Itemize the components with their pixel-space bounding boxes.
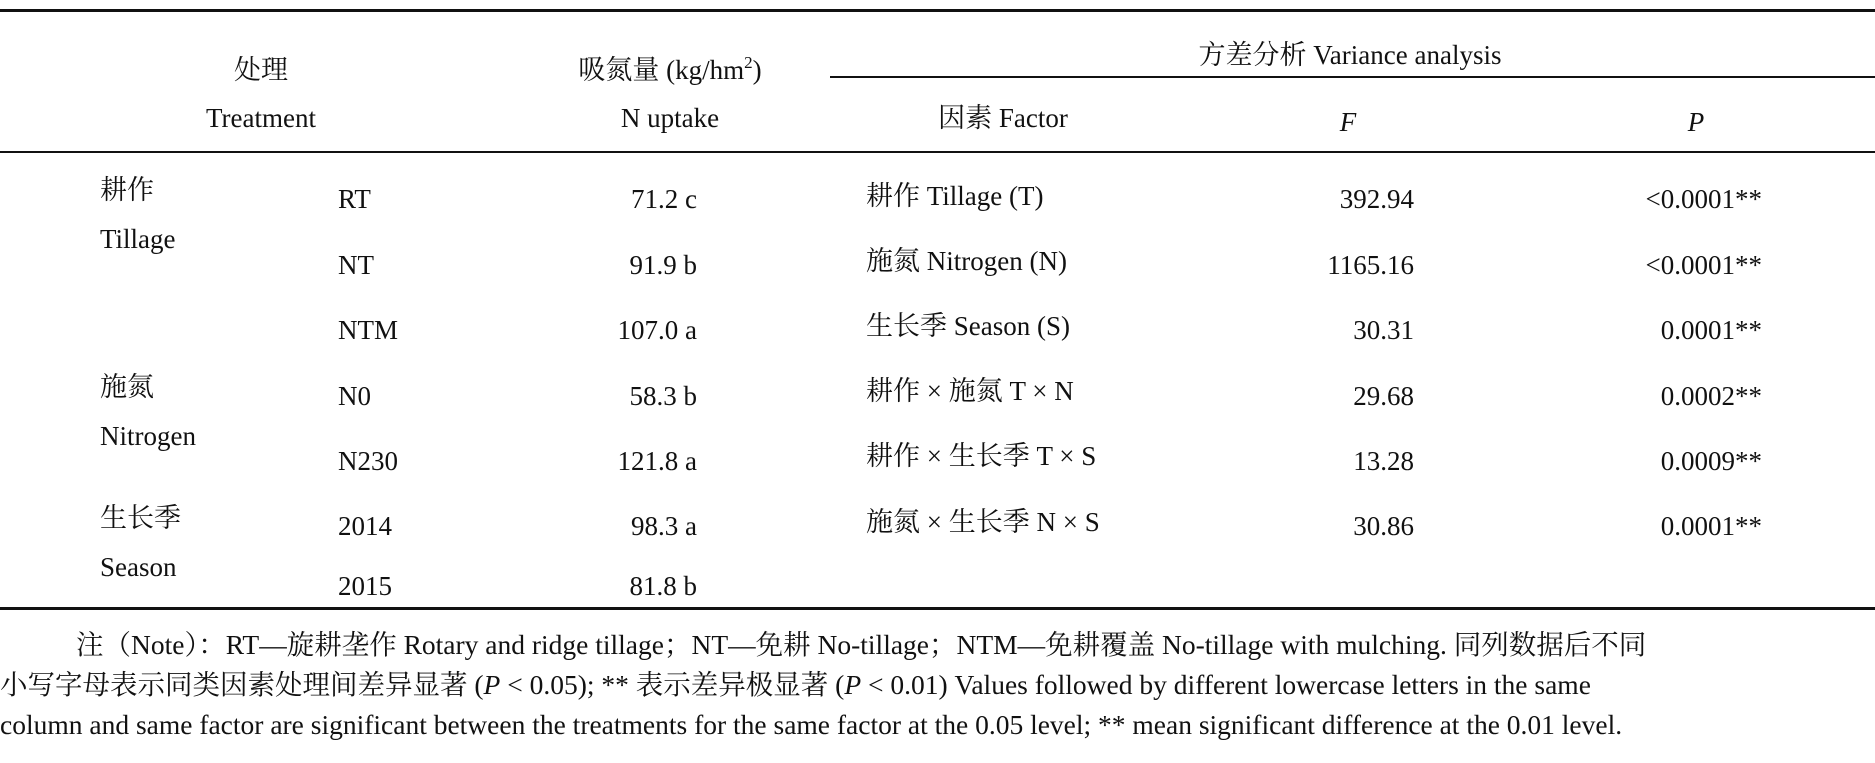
row-uptake: 121.8 a (617, 446, 697, 476)
row-level: RT (338, 184, 371, 214)
uptake-unit-sup: 2 (744, 53, 753, 72)
top-rule (0, 9, 1875, 12)
note-text: 小写字母表示同类因素处理间差异显著 ( (0, 669, 484, 700)
header-factor: 因素 Factor (938, 103, 1068, 133)
row-p: <0.0001** (1645, 184, 1762, 214)
row-f: 392.94 (1339, 184, 1414, 214)
header-uptake-en: N uptake (620, 103, 720, 133)
row-level: NTM (338, 315, 398, 345)
row-level: 2015 (338, 571, 392, 601)
table-note (0, 625, 1875, 745)
note-p-symbol: P (844, 669, 862, 700)
p-label: P (1687, 107, 1705, 137)
header-treatment-zh: 处理 (234, 55, 288, 85)
row-p: 0.0001** (1660, 511, 1762, 541)
row-p: 0.0001** (1660, 315, 1762, 345)
row-p: <0.0001** (1645, 250, 1762, 280)
row-factor: 耕作 Tillage (T) (866, 181, 1044, 211)
anova-underline (830, 76, 1875, 78)
row-factor: 耕作 × 施氮 T × N (866, 376, 1074, 406)
group-season-en: Season (100, 552, 177, 582)
note-line-2 (0, 665, 1875, 705)
uptake-unit-text: 吸氮量 (kg/hm (578, 55, 745, 85)
row-f: 30.86 (1353, 511, 1414, 541)
row-f: 29.68 (1353, 381, 1414, 411)
note-text: < 0.05); ** 表示差异极显著 ( (500, 669, 845, 700)
header-treatment-en: Treatment (206, 103, 316, 133)
header-f (1340, 106, 1357, 138)
uptake-unit-close: ) (752, 55, 762, 85)
group-nitrogen-zh: 施氮 (100, 372, 154, 402)
header-anova-title: 方差分析 Variance analysis (1198, 40, 1502, 70)
row-uptake: 107.0 a (617, 315, 697, 345)
note-line-3: column and same factor are significant between the treatments for the same factor at the 0.05 level; ** mean significant difference at the 0.01 level. (0, 709, 1623, 740)
row-factor: 施氮 Nitrogen (N) (866, 246, 1067, 276)
group-tillage-zh: 耕作 (100, 175, 154, 205)
row-p: 0.0002** (1660, 381, 1762, 411)
row-uptake: 81.8 b (629, 571, 697, 601)
header-rule (0, 151, 1875, 153)
row-level: 2014 (338, 511, 392, 541)
group-season-zh: 生长季 (100, 503, 181, 533)
row-level: N230 (338, 446, 398, 476)
note-p-symbol: P (483, 669, 501, 700)
row-level: N0 (338, 381, 371, 411)
row-factor: 耕作 × 生长季 T × S (866, 441, 1097, 471)
row-uptake: 71.2 c (631, 184, 697, 214)
header-p (1688, 106, 1705, 138)
row-level: NT (338, 250, 374, 280)
row-p: 0.0009** (1660, 446, 1762, 476)
row-f: 1165.16 (1327, 250, 1414, 280)
note-line-1: 注（Note）：RT—旋耕垄作 Rotary and ridge tillage；NT—免耕 No-tillage；NTM—免耕覆盖 No-tillage with mulching. 同列数据后不同 (76, 629, 1647, 660)
row-uptake: 91.9 b (629, 250, 697, 280)
header-uptake-zh (578, 54, 761, 86)
row-uptake: 58.3 b (629, 381, 697, 411)
group-tillage-en: Tillage (100, 224, 176, 254)
row-f: 13.28 (1353, 446, 1414, 476)
row-factor: 施氮 × 生长季 N × S (866, 507, 1100, 537)
bottom-rule (0, 607, 1875, 610)
note-text: < 0.01) Values followed by different lowercase letters in the same (861, 669, 1591, 700)
f-label: F (1339, 107, 1357, 137)
row-uptake: 98.3 a (631, 511, 697, 541)
group-nitrogen-en: Nitrogen (100, 421, 196, 451)
row-factor: 生长季 Season (S) (866, 311, 1070, 341)
row-f: 30.31 (1353, 315, 1414, 345)
